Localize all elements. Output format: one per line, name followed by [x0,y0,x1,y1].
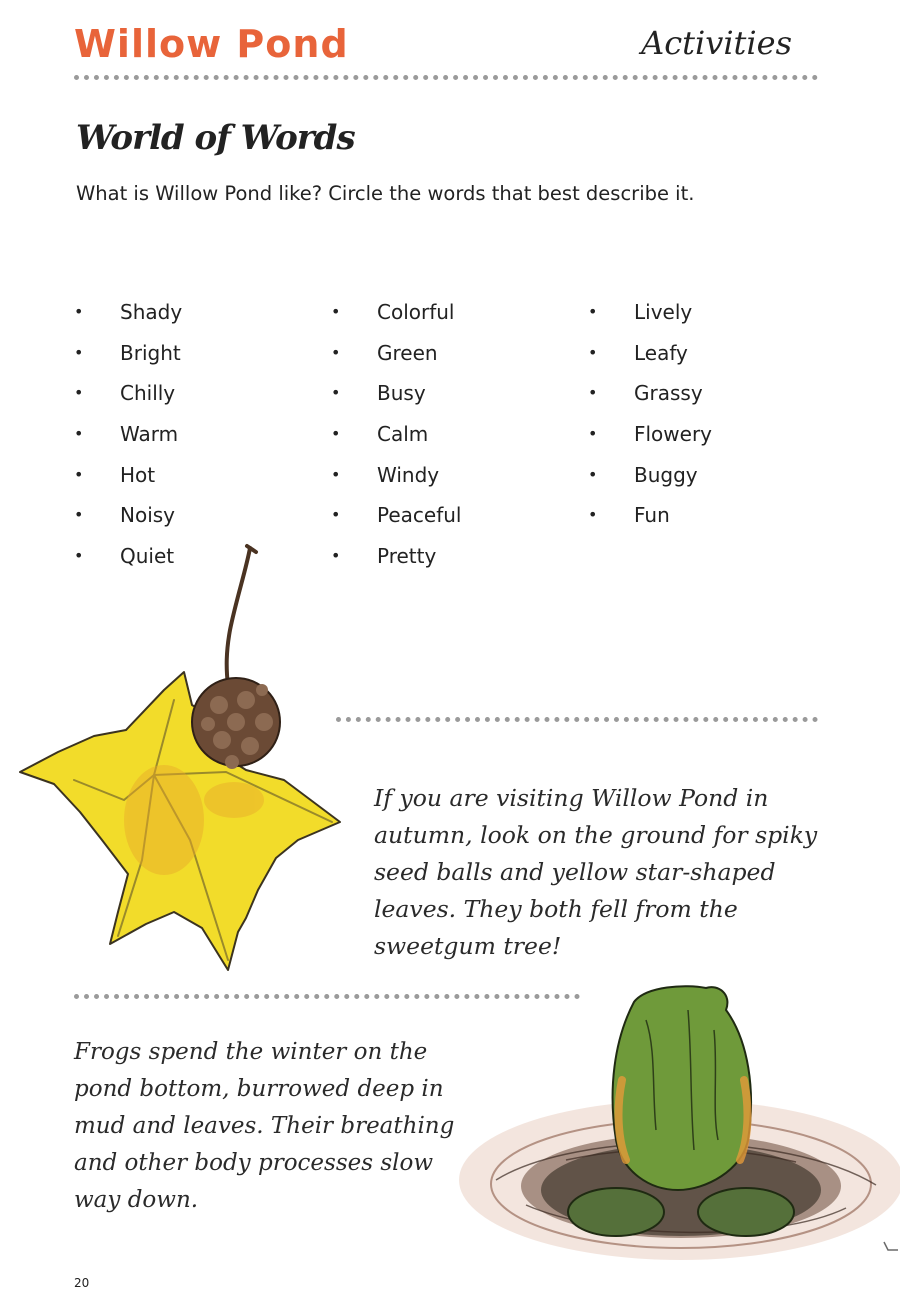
word-item[interactable]: • Colorful [331,297,561,338]
word-item[interactable]: • Chilly [74,378,304,419]
activity-instructions: What is Willow Pond like? Circle the words that best describe it. [76,182,695,205]
word-item[interactable]: • Grassy [588,378,818,419]
word-list-column-3 [588,297,818,541]
header-divider [74,75,818,80]
word-item[interactable]: • Busy [331,378,561,419]
word-item[interactable]: • Pretty [331,541,561,582]
frog-illustration [456,980,900,1270]
frog-body [613,986,751,1190]
frog-fact: Frogs spend the winter on the pond bottom, burrowed deep in mud and leaves. Their breathing and other body processes slow way down. [74,1039,455,1213]
word-list-column-2 [331,297,561,582]
word-item[interactable]: • Calm [331,419,561,460]
word-item[interactable]: • Peaceful [331,500,561,541]
word-item[interactable]: • Lively [588,297,818,338]
page-title: Willow Pond [74,22,349,66]
word-item[interactable]: • Flowery [588,419,818,460]
word-item[interactable]: • Buggy [588,460,818,501]
word-item[interactable]: • Noisy [74,500,304,541]
page-number: 20 [74,1276,90,1290]
word-item[interactable]: • Windy [331,460,561,501]
fact-divider-1 [336,717,818,722]
sweetgum-fact: If you are visiting Willow Pond in autumn, look on the ground for spiky seed balls and yellow star-shaped leaves. They both fell from the sweetgum tree! [374,784,818,960]
word-item[interactable]: • Leafy [588,338,818,379]
word-item[interactable]: • Hot [74,460,304,501]
activity-heading: World of Words [76,118,355,158]
word-item[interactable]: • Green [331,338,561,379]
word-item[interactable]: • Bright [74,338,304,379]
word-item[interactable]: • Fun [588,500,818,541]
word-item[interactable]: • Warm [74,419,304,460]
sweetgum-leaf-illustration [14,540,354,980]
section-label: Activities [641,24,792,62]
word-item[interactable]: • Quiet [74,541,304,582]
word-item[interactable]: • Shady [74,297,304,338]
